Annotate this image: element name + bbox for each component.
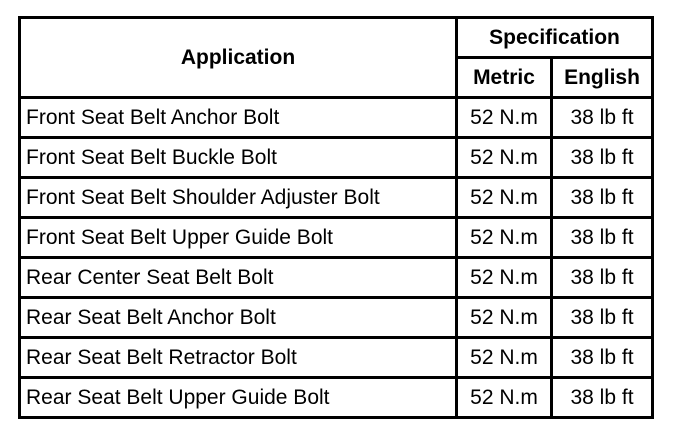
application-cell: Rear Seat Belt Retractor Bolt (20, 338, 457, 378)
english-header: English (552, 58, 653, 98)
table-row (20, 218, 653, 258)
english-cell: 38 lb ft (552, 218, 653, 258)
metric-cell: 52 N.m (457, 298, 552, 338)
application-cell: Front Seat Belt Anchor Bolt (20, 98, 457, 138)
table-row (20, 378, 653, 418)
application-cell: Rear Center Seat Belt Bolt (20, 258, 457, 298)
table-row (20, 258, 653, 298)
metric-cell: 52 N.m (457, 138, 552, 178)
table-row (20, 178, 653, 218)
torque-spec-table (18, 16, 654, 419)
application-cell: Front Seat Belt Buckle Bolt (20, 138, 457, 178)
english-cell: 38 lb ft (552, 178, 653, 218)
metric-cell: 52 N.m (457, 258, 552, 298)
table-body (20, 98, 653, 418)
header-row-top (20, 18, 653, 58)
metric-cell: 52 N.m (457, 98, 552, 138)
application-cell: Front Seat Belt Shoulder Adjuster Bolt (20, 178, 457, 218)
metric-cell: 52 N.m (457, 178, 552, 218)
table-header (20, 18, 653, 98)
application-header: Application (20, 18, 457, 98)
english-cell: 38 lb ft (552, 378, 653, 418)
english-cell: 38 lb ft (552, 98, 653, 138)
english-cell: 38 lb ft (552, 258, 653, 298)
english-cell: 38 lb ft (552, 138, 653, 178)
application-cell: Rear Seat Belt Anchor Bolt (20, 298, 457, 338)
table-row (20, 98, 653, 138)
specification-header: Specification (457, 18, 653, 58)
metric-header: Metric (457, 58, 552, 98)
table-row (20, 138, 653, 178)
table-row (20, 298, 653, 338)
metric-cell: 52 N.m (457, 338, 552, 378)
metric-cell: 52 N.m (457, 378, 552, 418)
application-cell: Front Seat Belt Upper Guide Bolt (20, 218, 457, 258)
metric-cell: 52 N.m (457, 218, 552, 258)
english-cell: 38 lb ft (552, 338, 653, 378)
table-row (20, 338, 653, 378)
application-cell: Rear Seat Belt Upper Guide Bolt (20, 378, 457, 418)
english-cell: 38 lb ft (552, 298, 653, 338)
